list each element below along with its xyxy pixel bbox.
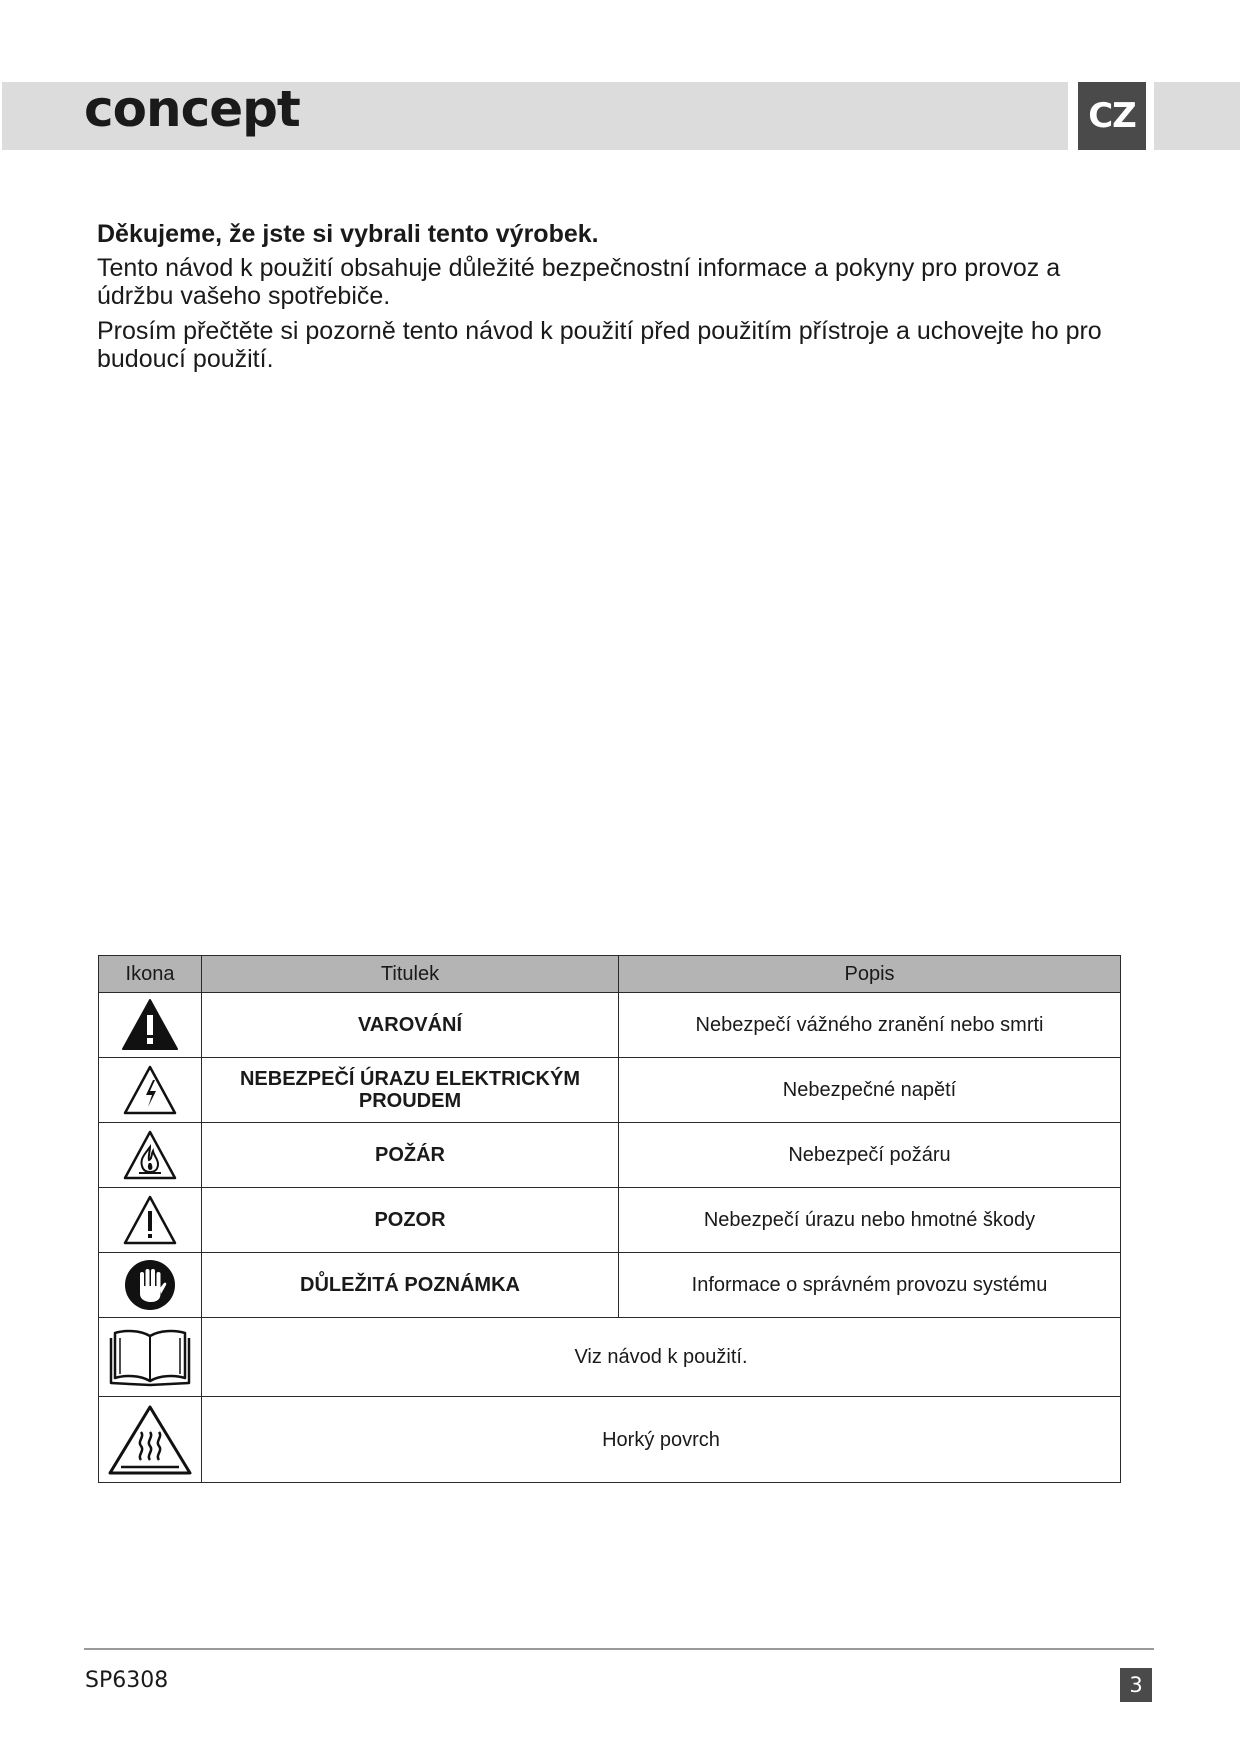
table-row — [99, 1123, 1121, 1188]
warning-filled-icon — [121, 998, 179, 1052]
symbols-table — [98, 955, 1121, 1483]
icon-cell — [99, 1188, 202, 1253]
row-description: Nebezpečí úrazu nebo hmotné škody — [619, 1188, 1121, 1253]
intro-paragraph-2: Prosím přečtěte si pozorně tento návod k použití před použitím přístroje a uchovejte ho pro budoucí použití. — [97, 317, 1102, 373]
table-row — [99, 1253, 1121, 1318]
manual-book-icon — [107, 1326, 193, 1388]
header-bar-right — [1154, 82, 1240, 150]
icon-cell — [99, 993, 202, 1058]
intro-lead: Děkujeme, že jste si vybrali tento výrobek. — [97, 220, 599, 248]
icon-cell — [99, 1318, 202, 1397]
table-row — [99, 1318, 1121, 1397]
caution-icon — [122, 1194, 178, 1246]
row-title: DŮLEŽITÁ POZNÁMKA — [202, 1253, 619, 1318]
table-row — [99, 1058, 1121, 1123]
intro-paragraph-1: Tento návod k použití obsahuje důležité bezpečnostní informace a pokyny pro provoz a údržbu vašeho spotřebiče. — [97, 254, 1061, 310]
table-header-row — [99, 956, 1121, 993]
row-title: POZOR — [202, 1188, 619, 1253]
fire-hazard-icon — [122, 1129, 178, 1181]
electric-shock-icon — [122, 1064, 178, 1116]
row-description: Nebezpečí požáru — [619, 1123, 1121, 1188]
page-number: 3 — [1120, 1668, 1152, 1702]
row-description: Horký povrch — [202, 1397, 1121, 1483]
hot-surface-icon — [107, 1404, 193, 1476]
table-row — [99, 1188, 1121, 1253]
row-title: POŽÁR — [202, 1123, 619, 1188]
header-icon: Ikona — [99, 956, 202, 993]
header-title: Titulek — [202, 956, 619, 993]
row-description: Nebezpečí vážného zranění nebo smrti — [619, 993, 1121, 1058]
row-description: Nebezpečné napětí — [619, 1058, 1121, 1123]
row-description: Viz návod k použití. — [202, 1318, 1121, 1397]
footer-divider — [84, 1648, 1154, 1650]
stop-hand-icon — [123, 1258, 177, 1312]
table-row — [99, 1397, 1121, 1483]
row-description: Informace o správném provozu systému — [619, 1253, 1121, 1318]
icon-cell — [99, 1253, 202, 1318]
header-description: Popis — [619, 956, 1121, 993]
table-row — [99, 993, 1121, 1058]
model-number: SP6308 — [85, 1668, 169, 1693]
row-title: NEBEZPEČÍ ÚRAZU ELEKTRICKÝM PROUDEM — [202, 1058, 619, 1123]
language-badge: CZ — [1078, 82, 1146, 150]
icon-cell — [99, 1397, 202, 1483]
icon-cell — [99, 1058, 202, 1123]
intro-text — [97, 220, 1137, 380]
icon-cell — [99, 1123, 202, 1188]
row-title: VAROVÁNÍ — [202, 993, 619, 1058]
brand-logo: concept — [84, 80, 300, 138]
